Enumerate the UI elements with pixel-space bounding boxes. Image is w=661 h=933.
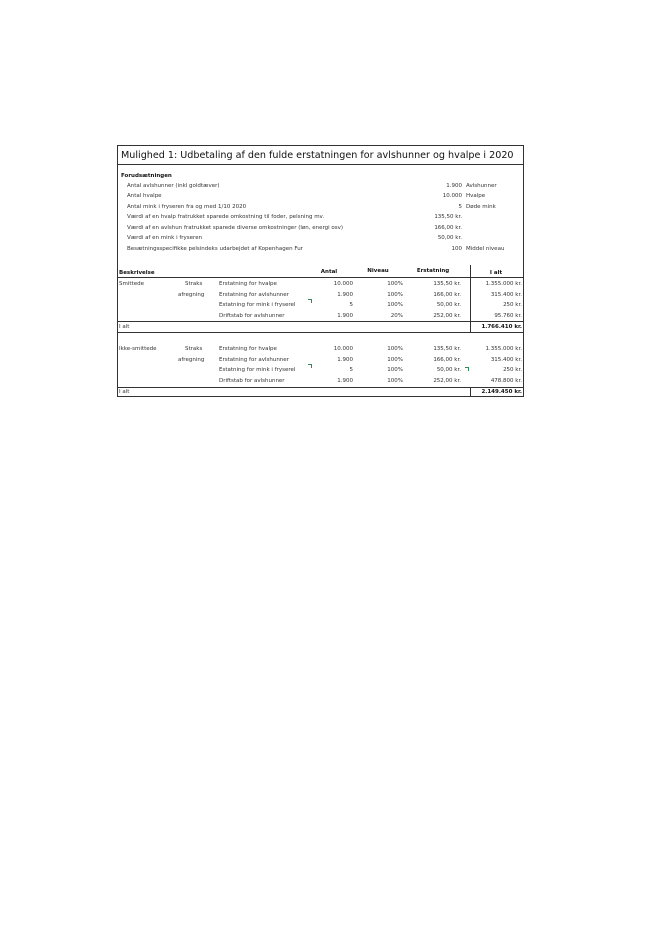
header-erstatning: Erstatning [416,268,450,274]
row-niveau: 100% [387,346,403,352]
header-ialt: I alt [489,270,503,276]
assumption-unit: Avlshunner [466,183,497,189]
assumption-label: Værdi af en hvalp fratrukket sparede omkostning til foder, pelsning mv. [127,214,325,220]
header-niveau: Niveau [367,268,389,274]
row-ialt: 478.800 kr. [490,378,522,384]
row-item: Driftstab for avlshunner [219,378,285,384]
group-total: 1.766.410 kr. [481,324,522,330]
column-divider [470,265,471,333]
row-antal: 1.900 [337,313,353,319]
assumption-unit: Middel niveau [466,246,505,252]
row-erstatning: 252,00 kr. [433,313,461,319]
header-rule [118,277,523,278]
row-antal: 10.000 [333,346,353,352]
title-divider [118,164,523,165]
row-erstatning: 50,00 kr. [436,302,461,308]
row-item: Erstatning for avlshunner [219,292,289,298]
row-antal: 1.900 [337,357,353,363]
group-method: Straks [185,346,203,352]
column-divider [470,387,471,397]
row-item: Erstatning for hvalpe [219,281,277,287]
group-method: Straks [185,281,203,287]
header-description: Beskrivelse [119,270,155,276]
assumption-label: Værdi af en mink i fryseren [127,235,203,241]
total-rule [118,321,523,322]
sheet-title: Mulighed 1: Udbetaling af den fulde erstatningen for avlshunner og hvalpe i 2020 [121,150,514,161]
row-ialt: 250 kr. [503,367,522,373]
row-ialt: 315.400 kr. [490,357,522,363]
row-erstatning: 166,00 kr. [433,357,461,363]
assumption-label: Antal avlshunner (inkl goldtæver) [127,183,220,189]
assumption-label: Besætningsspecifikke pelsindeks udarbejdet af Kopenhagen Fur [127,246,303,252]
assumption-value: 100 [451,246,462,252]
row-niveau: 100% [387,367,403,373]
assumption-value: 166,00 kr. [434,225,462,231]
row-niveau: 100% [387,357,403,363]
total-rule [118,332,523,333]
row-niveau: 100% [387,292,403,298]
assumption-label: Værdi af en avlshun fratrukket sparede diverse omkostninger (løn, energi osv) [127,225,344,231]
row-item: Driftstab for avlshunner [219,313,285,319]
group-total: 2.149.450 kr. [481,389,522,395]
assumption-value: 1.900 [446,183,462,189]
assumption-value: 10.000 [442,193,462,199]
assumption-value: 5 [458,204,462,210]
group-method: afregning [178,292,205,298]
row-niveau: 100% [387,378,403,384]
row-ialt: 250 kr. [503,302,522,308]
row-erstatning: 50,00 kr. [436,367,461,373]
row-item: Estatning for mink i fryserel [219,302,296,308]
header-antal: Antal [320,269,338,275]
row-antal: 1.900 [337,378,353,384]
assumptions-heading: Forudsætningen [121,173,172,179]
row-niveau: 100% [387,302,403,308]
row-item: Estatning for mink i fryserel [219,367,296,373]
group-name: Ikke-smittede [119,346,157,352]
assumption-label: Antal mink i fryseren fra og med 1/10 2020 [127,204,247,210]
row-niveau: 100% [387,281,403,287]
row-erstatning: 166,00 kr. [433,292,461,298]
assumption-value: 135,50 kr. [434,214,462,220]
row-ialt: 1.355.000 kr. [485,346,522,352]
assumption-unit: Døde mink [466,204,496,210]
assumption-unit: Hvalpe [466,193,486,199]
row-ialt: 315.400 kr. [490,292,522,298]
row-ialt: 95.760 kr. [494,313,522,319]
group-method: afregning [178,357,205,363]
total-rule [118,387,523,388]
row-antal: 1.900 [337,292,353,298]
row-ialt: 1.355.000 kr. [485,281,522,287]
row-niveau: 20% [390,313,403,319]
row-erstatning: 135,50 kr. [433,346,461,352]
spreadsheet-table [117,145,524,397]
total-label: I alt [119,389,130,395]
row-antal: 10.000 [333,281,353,287]
row-item: Erstatning for hvalpe [219,346,277,352]
row-erstatning: 252,00 kr. [433,378,461,384]
row-antal: 5 [349,367,353,373]
group-name: Smittede [119,281,144,287]
row-antal: 5 [349,302,353,308]
total-label: I alt [119,324,130,330]
row-erstatning: 135,50 kr. [433,281,461,287]
row-item: Erstatning for avlshunner [219,357,289,363]
assumption-label: Antal hvalpe [127,193,162,199]
assumption-value: 50,00 kr. [437,235,462,241]
